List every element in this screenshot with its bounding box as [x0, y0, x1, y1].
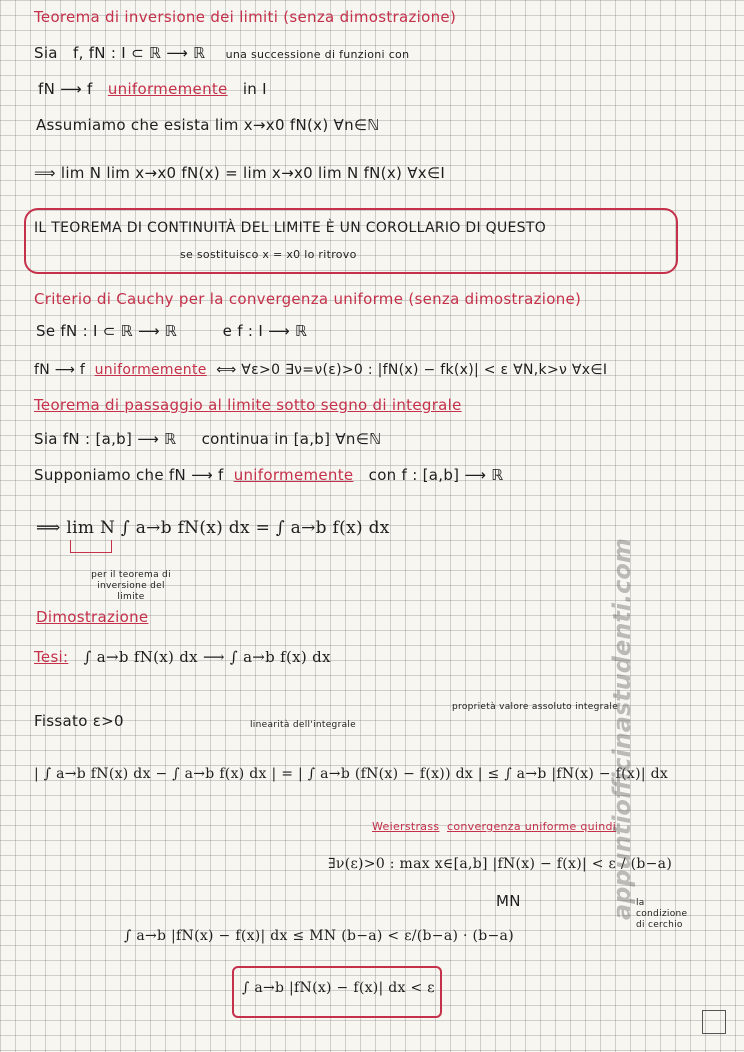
passage-suppose: Supponiamo che fN ⟶ f — [34, 466, 224, 484]
corner-mark — [702, 1010, 726, 1034]
cauchy-condition: ⟺ ∀ε>0 ∃ν=ν(ε)>0 : |fN(x) − fk(x)| < ε ∀N,k>ν ∀x∈I — [216, 362, 608, 378]
uniformly-word: uniformemente — [107, 80, 228, 98]
function-domain: f, fN : I ⊂ ℝ ⟶ ℝ — [73, 44, 206, 62]
sia-label: Sia — [34, 44, 58, 62]
inversion-line3: Assumiamo che esista lim x→x0 fN(x) ∀n∈ℕ — [36, 116, 380, 134]
passage-cont: continua in [a,b] ∀n∈ℕ — [201, 430, 382, 448]
weierstrass-line — [372, 820, 616, 833]
final-result: ∫ a→b |fN(x) − f(x)| dx < ε — [242, 980, 435, 996]
proof-exists: ∃ν(ε)>0 : max x∈[a,b] |fN(x) − f(x)| < ε / (b−a) — [328, 856, 673, 872]
inversion-line1 — [34, 44, 409, 62]
cauchy-title: Criterio di Cauchy per la convergenza uniforme (senza dimostrazione) — [34, 290, 582, 308]
in-I: in I — [242, 80, 267, 98]
cauchy-conv: fN ⟶ f — [34, 362, 86, 378]
passage-note: per il teorema di inversione del limite — [91, 570, 171, 602]
tesi-expr: ∫ a→b fN(x) dx ⟶ ∫ a→b f(x) dx — [83, 648, 331, 666]
tesi-line — [34, 648, 331, 666]
weierstrass-label: Weierstrass — [372, 820, 440, 833]
conv-note: convergenza uniforme quindi — [447, 820, 617, 833]
passage-result: ⟹ lim N ∫ a→b fN(x) dx = ∫ a→b f(x) dx — [36, 518, 390, 538]
corollary-box — [24, 208, 678, 274]
cauchy-line1 — [36, 322, 307, 340]
lin-note: linearità dell'integrale — [250, 720, 357, 730]
cauchy-line2 — [34, 362, 607, 378]
inversion-title: Teorema di inversione dei limiti (senza dimostrazione) — [34, 8, 457, 26]
cond-note: la condizione di cerchio — [636, 898, 688, 930]
proof-ineq2: ∫ a→b |fN(x) − f(x)| dx ≤ MN (b−a) < ε/(b−a) · (b−a) — [124, 928, 514, 944]
passage-line1 — [34, 430, 381, 448]
corollary-note: se sostituisco x = x0 lo ritrovo — [180, 248, 357, 261]
cauchy-uniformly: uniformemente — [94, 362, 207, 378]
fissato-line: Fissato ε>0 — [34, 712, 124, 730]
passage-fn: Sia fN : [a,b] ⟶ ℝ — [34, 430, 177, 448]
cauchy-f: e f : I ⟶ ℝ — [222, 322, 308, 340]
inversion-line2 — [38, 80, 267, 98]
cauchy-fn: Se fN : I ⊂ ℝ ⟶ ℝ — [36, 322, 178, 340]
proof-title: Dimostrazione — [36, 608, 149, 626]
watermark: appuntiofficinastudenti.com — [608, 538, 636, 920]
limit-bracket — [70, 540, 112, 553]
passage-with: con f : [a,b] ⟶ ℝ — [368, 466, 504, 484]
mn-label: MN — [496, 892, 521, 910]
sequence-text: una successione di funzioni con — [225, 48, 410, 61]
passage-uniformly: uniformemente — [233, 466, 354, 484]
passage-title: Teorema di passaggio al limite sotto segno di integrale — [34, 396, 462, 414]
corollary-text: IL TEOREMA DI CONTINUITÀ DEL LIMITE È UN COROLLARIO DI QUESTO — [34, 220, 547, 236]
tesi-label: Tesi: — [34, 648, 69, 666]
prop-note: proprietà valore assoluto integrale — [452, 702, 619, 712]
passage-line2 — [34, 466, 503, 484]
convergence-expr: fN ⟶ f — [38, 80, 93, 98]
proof-ineq1: | ∫ a→b fN(x) dx − ∫ a→b f(x) dx | = | ∫ a→b (fN(x) − f(x)) dx | ≤ ∫ a→b |fN(x) − f(x)| dx — [34, 766, 669, 782]
inversion-line4: ⟹ lim N lim x→x0 fN(x) = lim x→x0 lim N fN(x) ∀x∈I — [34, 164, 446, 182]
